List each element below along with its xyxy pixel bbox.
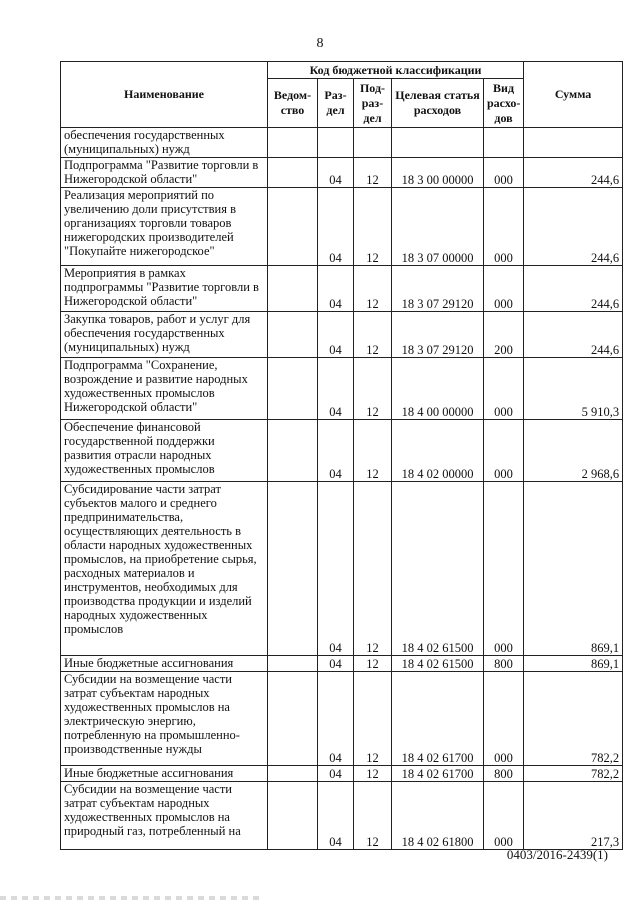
row-name: Иные бюджетные ассигнования bbox=[61, 766, 268, 782]
row-podrazdel: 12 bbox=[354, 782, 392, 850]
row-target-code: 18 3 07 29120 bbox=[392, 266, 484, 312]
row-target-code: 18 4 02 61700 bbox=[392, 766, 484, 782]
header-code-group: Код бюджетной классификации bbox=[268, 62, 524, 79]
row-target-code: 18 3 00 00000 bbox=[392, 158, 484, 188]
row-podrazdel bbox=[354, 128, 392, 158]
table-row bbox=[61, 188, 623, 266]
row-razdel: 04 bbox=[318, 672, 354, 766]
row-vedomstvo bbox=[268, 482, 318, 656]
row-sum: 244,6 bbox=[524, 158, 623, 188]
row-podrazdel: 12 bbox=[354, 672, 392, 766]
row-razdel: 04 bbox=[318, 158, 354, 188]
table-row bbox=[61, 766, 623, 782]
row-podrazdel: 12 bbox=[354, 158, 392, 188]
header-razdel: Раз-дел bbox=[318, 79, 354, 128]
row-sum: 244,6 bbox=[524, 188, 623, 266]
row-expense-type: 800 bbox=[484, 656, 524, 672]
table-body bbox=[61, 128, 623, 850]
row-name: Субсидии на возмещение части затрат субъектам народных художественных промыслов на электрическую энергию, потребленную на промышленно-производственные нужды bbox=[61, 672, 268, 766]
row-target-code: 18 4 02 61500 bbox=[392, 482, 484, 656]
row-sum: 869,1 bbox=[524, 656, 623, 672]
header-vedomstvo: Ведом-ство bbox=[268, 79, 318, 128]
row-razdel: 04 bbox=[318, 188, 354, 266]
row-name: обеспечения государственных (муниципальных) нужд bbox=[61, 128, 268, 158]
row-expense-type: 000 bbox=[484, 782, 524, 850]
row-razdel: 04 bbox=[318, 420, 354, 482]
row-vedomstvo bbox=[268, 158, 318, 188]
row-target-code: 18 4 02 61800 bbox=[392, 782, 484, 850]
table-row bbox=[61, 420, 623, 482]
row-name: Иные бюджетные ассигнования bbox=[61, 656, 268, 672]
row-expense-type: 000 bbox=[484, 482, 524, 656]
row-vedomstvo bbox=[268, 672, 318, 766]
row-name: Субсидии на возмещение части затрат субъектам народных художественных промыслов на природный газ, потребленный на bbox=[61, 782, 268, 850]
table-row bbox=[61, 782, 623, 850]
row-sum: 5 910,3 bbox=[524, 358, 623, 420]
row-name: Закупка товаров, работ и услуг для обеспечения государственных (муниципальных) нужд bbox=[61, 312, 268, 358]
row-name: Обеспечение финансовой государственной поддержки развития отрасли народных художественных промыслов bbox=[61, 420, 268, 482]
row-vedomstvo bbox=[268, 782, 318, 850]
row-target-code: 18 4 02 61500 bbox=[392, 656, 484, 672]
row-sum: 244,6 bbox=[524, 266, 623, 312]
row-sum bbox=[524, 128, 623, 158]
row-vedomstvo bbox=[268, 312, 318, 358]
row-vedomstvo bbox=[268, 766, 318, 782]
row-expense-type: 000 bbox=[484, 358, 524, 420]
row-name: Субсидирование части затрат субъектов малого и среднего предпринимательства, осуществляющих деятельность в области народных художественных промыслов, на приобретение сырья, расходных материалов и инструментов, необходимых для производства продукции и изделий народных художественных промыслов bbox=[61, 482, 268, 656]
row-target-code: 18 3 07 29120 bbox=[392, 312, 484, 358]
row-vedomstvo bbox=[268, 266, 318, 312]
row-razdel: 04 bbox=[318, 266, 354, 312]
row-expense-type bbox=[484, 128, 524, 158]
row-expense-type: 000 bbox=[484, 672, 524, 766]
table-row bbox=[61, 266, 623, 312]
row-name: Мероприятия в рамках подпрограммы "Развитие торговли в Нижегородской области" bbox=[61, 266, 268, 312]
table-row bbox=[61, 128, 623, 158]
row-vedomstvo bbox=[268, 188, 318, 266]
row-expense-type: 200 bbox=[484, 312, 524, 358]
row-vedomstvo bbox=[268, 420, 318, 482]
table-row bbox=[61, 158, 623, 188]
row-razdel bbox=[318, 128, 354, 158]
row-name: Реализация мероприятий по увеличению доли присутствия в организациях торговли товаров нижегородских производителей "Покупайте нижегородское" bbox=[61, 188, 268, 266]
budget-table bbox=[60, 61, 623, 850]
row-podrazdel: 12 bbox=[354, 266, 392, 312]
table-row bbox=[61, 312, 623, 358]
row-expense-type: 000 bbox=[484, 158, 524, 188]
header-celevaya: Целевая статья расходов bbox=[392, 79, 484, 128]
row-target-code: 18 4 02 00000 bbox=[392, 420, 484, 482]
row-sum: 869,1 bbox=[524, 482, 623, 656]
header-summa: Сумма bbox=[524, 62, 623, 128]
row-name: Подпрограмма "Развитие торговли в Нижегородской области" bbox=[61, 158, 268, 188]
row-target-code: 18 3 07 00000 bbox=[392, 188, 484, 266]
row-sum: 782,2 bbox=[524, 766, 623, 782]
row-target-code bbox=[392, 128, 484, 158]
row-expense-type: 000 bbox=[484, 420, 524, 482]
page-number: 8 bbox=[316, 36, 324, 51]
table-row bbox=[61, 672, 623, 766]
scan-artifact bbox=[0, 896, 260, 900]
row-razdel: 04 bbox=[318, 482, 354, 656]
row-razdel: 04 bbox=[318, 656, 354, 672]
row-podrazdel: 12 bbox=[354, 766, 392, 782]
row-expense-type: 800 bbox=[484, 766, 524, 782]
row-podrazdel: 12 bbox=[354, 482, 392, 656]
row-razdel: 04 bbox=[318, 782, 354, 850]
row-vedomstvo bbox=[268, 656, 318, 672]
row-vedomstvo bbox=[268, 358, 318, 420]
row-podrazdel: 12 bbox=[354, 420, 392, 482]
header-name: Наименование bbox=[61, 62, 268, 128]
row-razdel: 04 bbox=[318, 358, 354, 420]
row-name: Подпрограмма "Сохранение, возрождение и развитие народных художественных промыслов Нижегородской области" bbox=[61, 358, 268, 420]
row-sum: 244,6 bbox=[524, 312, 623, 358]
row-razdel: 04 bbox=[318, 312, 354, 358]
table-row bbox=[61, 358, 623, 420]
header-vid: Вид расхо-дов bbox=[484, 79, 524, 128]
header-podrazdel: Под-раз-дел bbox=[354, 79, 392, 128]
table-row bbox=[61, 482, 623, 656]
row-expense-type: 000 bbox=[484, 188, 524, 266]
row-razdel: 04 bbox=[318, 766, 354, 782]
row-expense-type: 000 bbox=[484, 266, 524, 312]
row-podrazdel: 12 bbox=[354, 358, 392, 420]
document-number: 0403/2016-2439(1) bbox=[506, 847, 608, 862]
row-sum: 2 968,6 bbox=[524, 420, 623, 482]
row-podrazdel: 12 bbox=[354, 312, 392, 358]
table-row bbox=[61, 656, 623, 672]
row-target-code: 18 4 00 00000 bbox=[392, 358, 484, 420]
row-sum: 782,2 bbox=[524, 672, 623, 766]
row-vedomstvo bbox=[268, 128, 318, 158]
row-podrazdel: 12 bbox=[354, 188, 392, 266]
row-podrazdel: 12 bbox=[354, 656, 392, 672]
row-target-code: 18 4 02 61700 bbox=[392, 672, 484, 766]
row-sum: 217,3 bbox=[524, 782, 623, 850]
